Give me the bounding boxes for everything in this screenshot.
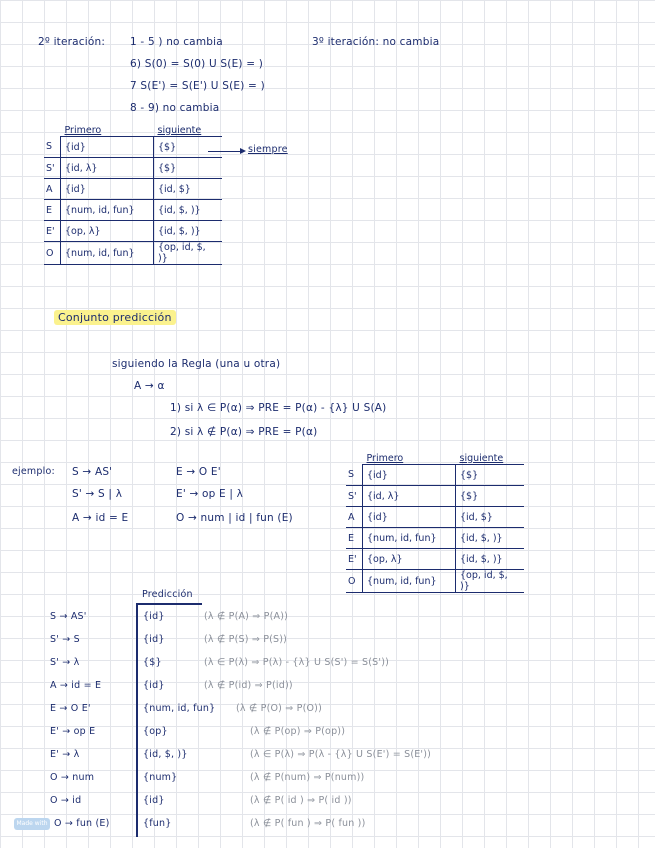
grammar-line-1: S → AS' bbox=[72, 466, 113, 478]
table-row: A {id} {id, $} bbox=[346, 507, 524, 528]
production: A → id = E bbox=[50, 680, 102, 691]
prediction-note: (λ ∉ P( id ) ⇒ P( id )) bbox=[250, 795, 352, 806]
prediction-set: {op} bbox=[143, 726, 168, 737]
table-row: S' {id, λ} {$} bbox=[44, 158, 222, 179]
prediction-note: (λ ∉ P(op) ⇒ P(op)) bbox=[250, 726, 346, 737]
prediction-header: Predicción bbox=[142, 589, 193, 600]
table-row: S' {id, λ} {$} bbox=[346, 486, 524, 507]
rule-1: 1) si λ ∈ P(α) ⇒ PRE = P(α) - {λ} U S(A) bbox=[170, 402, 387, 414]
production: E' → op E bbox=[50, 726, 96, 737]
prediction-note: (λ ∉ P(id) ⇒ P(id)) bbox=[204, 680, 293, 691]
watermark-badge: Made with bbox=[14, 818, 50, 830]
production: E' → λ bbox=[50, 749, 80, 760]
table-row: S {id} {$} bbox=[44, 137, 222, 158]
table-row: E {num, id, fun} {id, $, )} bbox=[44, 200, 222, 221]
section-title: Conjunto predicción bbox=[54, 311, 176, 324]
prediction-set: {$} bbox=[143, 657, 162, 668]
prediction-set: {id} bbox=[143, 680, 165, 691]
production: O → fun (E) bbox=[54, 818, 110, 829]
arrow-right-icon bbox=[240, 148, 246, 154]
iteration-2-line-2: 6) S(0) = S(0) U S(E) = ) bbox=[130, 58, 264, 70]
prediction-note: (λ ∈ P(λ) ⇒ P(λ - {λ} U S(E') = S(E')) bbox=[250, 749, 432, 760]
grammar-line-3: A → id = E bbox=[72, 512, 129, 524]
prediction-note: (λ ∉ P(O) ⇒ P(O)) bbox=[236, 703, 322, 714]
grammar-line-4: E → O E' bbox=[176, 466, 221, 478]
table-row: E' {op, λ} {id, $, )} bbox=[346, 549, 524, 570]
iteration-2-label: 2º iteración: bbox=[38, 36, 106, 48]
first-follow-table bbox=[44, 124, 222, 265]
grammar-line-2: S' → S | λ bbox=[72, 488, 123, 500]
production: O → num bbox=[50, 772, 95, 783]
prediction-set: {num} bbox=[143, 772, 178, 783]
first-follow-table-copy: Primero siguiente S {id} {$} S' {id, λ} {$} A {id} {id, $} E {num, id, fun} {id, $, )} E' {op, λ} {id, $, )} O {num, id, fun} {op, id, $, )} bbox=[346, 452, 524, 593]
prediction-note: (λ ∉ P(A) ⇒ P(A)) bbox=[204, 611, 289, 622]
prediction-header-underline bbox=[136, 603, 202, 605]
prediction-note: (λ ∉ P(S) ⇒ P(S)) bbox=[204, 634, 288, 645]
table-row: O {num, id, fun} {op, id, $, )} bbox=[44, 242, 222, 265]
prediction-set: {num, id, fun} bbox=[143, 703, 216, 714]
example-label: ejemplo: bbox=[12, 466, 55, 477]
table-row: A {id} {id, $} bbox=[44, 179, 222, 200]
table-row: O {num, id, fun} {op, id, $, )} bbox=[346, 570, 524, 593]
prediction-set: {fun} bbox=[143, 818, 172, 829]
prediction-set: {id} bbox=[143, 795, 165, 806]
table-row: E' {op, λ} {id, $, )} bbox=[44, 221, 222, 242]
production: O → id bbox=[50, 795, 82, 806]
table-row: S {id} {$} bbox=[346, 465, 524, 486]
prediction-note: (λ ∈ P(λ) ⇒ P(λ) - {λ} U S(S') = S(S')) bbox=[204, 657, 390, 668]
prediction-divider bbox=[136, 603, 138, 837]
production: E → O E' bbox=[50, 703, 91, 714]
prediction-note: (λ ∉ P(num) ⇒ P(num)) bbox=[250, 772, 365, 783]
prediction-set: {id, $, )} bbox=[143, 749, 188, 760]
col-primero: Primero bbox=[61, 124, 154, 137]
siempre-note: siempre bbox=[248, 144, 288, 155]
siempre-arrow-line bbox=[208, 151, 242, 152]
rule-2: 2) si λ ∉ P(α) ⇒ PRE = P(α) bbox=[170, 426, 318, 438]
production: S' → λ bbox=[50, 657, 80, 668]
grammar-line-5: E' → op E | λ bbox=[176, 488, 244, 500]
prediction-note: (λ ∉ P( fun ) ⇒ P( fun )) bbox=[250, 818, 366, 829]
iteration-2-line-4: 8 - 9) no cambia bbox=[130, 102, 220, 114]
prediction-set: {id} bbox=[143, 634, 165, 645]
prediction-set: {id} bbox=[143, 611, 165, 622]
table-row: E {num, id, fun} {id, $, )} bbox=[346, 528, 524, 549]
iteration-2-line-1: 1 - 5 ) no cambia bbox=[130, 36, 223, 48]
production: S' → S bbox=[50, 634, 80, 645]
grammar-line-6: O → num | id | fun (E) bbox=[176, 512, 293, 524]
col-siguiente: siguiente bbox=[154, 124, 223, 137]
iteration-3-note: 3º iteración: no cambia bbox=[312, 36, 440, 48]
iteration-2-line-3: 7 S(E') = S(E') U S(E) = ) bbox=[130, 80, 265, 92]
production: S → AS' bbox=[50, 611, 87, 622]
rule-lhs: A → α bbox=[134, 380, 165, 392]
rule-intro: siguiendo la Regla (una u otra) bbox=[112, 358, 281, 370]
